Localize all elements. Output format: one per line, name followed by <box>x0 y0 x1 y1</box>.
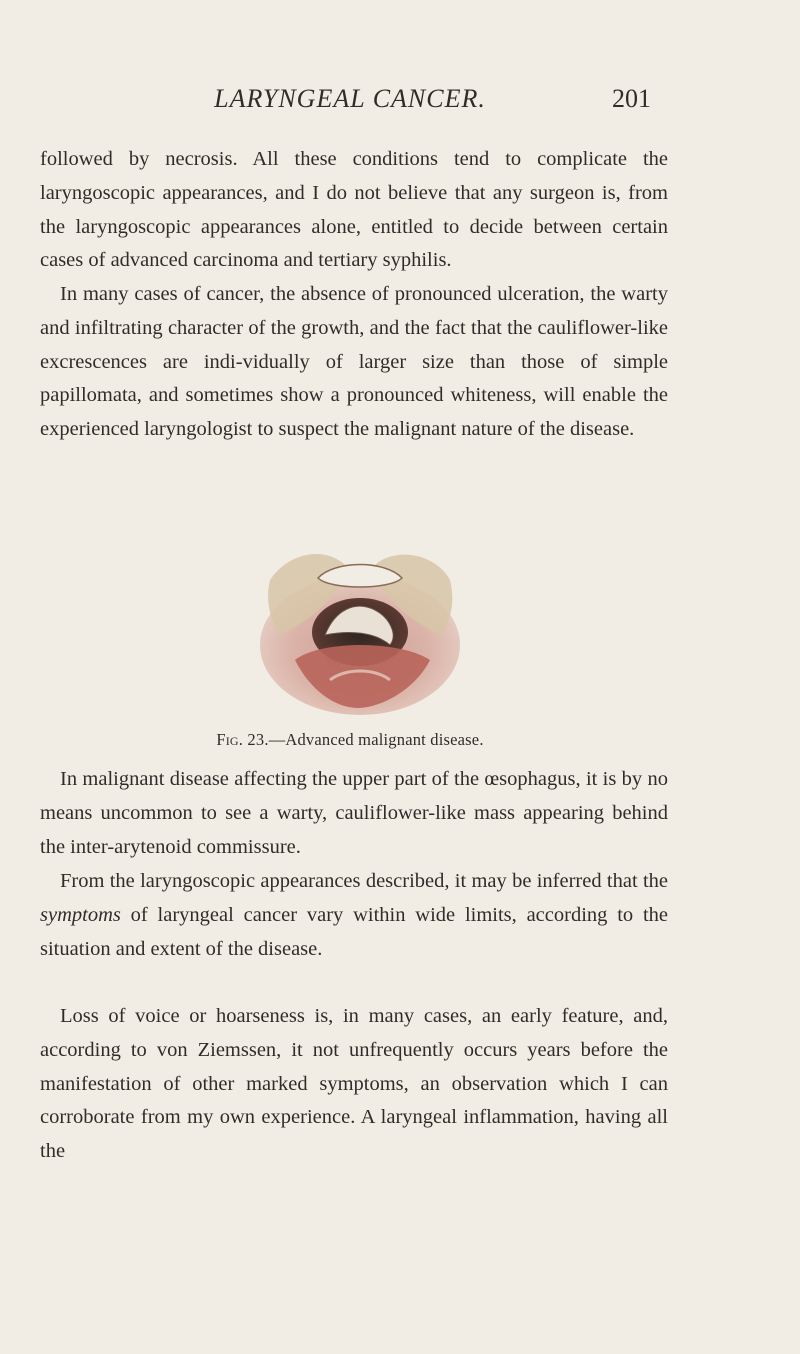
paragraph-4 <box>40 865 668 966</box>
page-header <box>0 84 800 124</box>
paragraph-2: In many cases of cancer, the absence of pronounced ulceration, the warty and infiltrating character of the growth, and the fact that the cauliflower-like excrescences are indi-vidually of larger size than those of simple papillomata, and sometimes show a pronounced whiteness, will enable the experienced laryngologist to suspect the malignant nature of the disease. <box>40 283 668 441</box>
figure-label: Fig. 23. <box>216 730 269 749</box>
running-title: LARYNGEAL CANCER. <box>214 84 486 113</box>
figure-caption-text: —Advanced malignant disease. <box>268 730 484 749</box>
paragraph-4-end: of laryngeal cancer vary within wide limits, according to the situation and extent of the disease. <box>40 903 668 960</box>
paragraph-4-start: From the laryngoscopic appearances described, it may be inferred that the <box>60 870 668 892</box>
paragraph-1: followed by necrosis. All these conditions tend to complicate the laryngoscopic appearances, and I do not believe that any surgeon is, from the laryngoscopic appearances alone, entitled to decide between certain cases of advanced carcinoma and tertiary syphilis. <box>40 148 668 272</box>
figure-illustration <box>240 540 480 720</box>
paragraph-5: Loss of voice or hoarseness is, in many cases, an early feature, and, according to von Ziemssen, it not unfrequently occurs years before the manifestation of other marked symptoms, an observation which I can corroborate from my own experience. A laryngeal inflammation, having all the <box>40 1005 668 1163</box>
figure-caption <box>200 730 500 750</box>
page-number: 201 <box>612 84 651 113</box>
emphasis-symptoms: symptoms <box>40 903 121 926</box>
paragraph-3: In malignant disease affecting the upper part of the œsophagus, it is by no means uncommon to see a warty, cauliflower-like mass appearing behind the inter-arytenoid commissure. <box>40 768 668 858</box>
